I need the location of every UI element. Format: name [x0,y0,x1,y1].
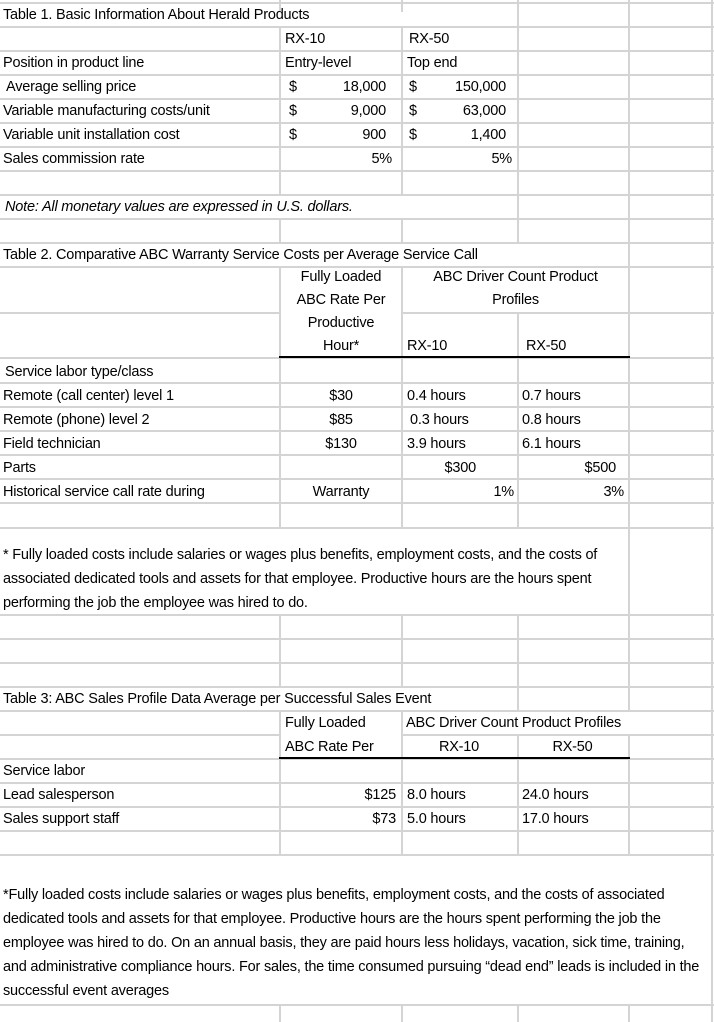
table2-cell-rx50: 3% [603,484,624,500]
table3-row-label: Lead salesperson [3,787,115,803]
gridline [0,662,714,664]
table3-rate-header-line1: Fully Loaded [285,715,366,731]
table2-driver-header-line1: ABC Driver Count Product [433,269,598,285]
gridline [628,266,630,614]
table1-cell-rx10: 18,000 [342,79,386,95]
gridline [401,0,403,12]
table1-cell-rx10: 900 [362,127,386,143]
table1-row-label: Average selling price [3,79,137,95]
gridline [628,0,630,266]
table1-row-label: Sales commission rate [3,151,145,167]
gridline [0,170,714,172]
table2-cell-rx10: 1% [493,484,514,500]
gridline [0,1004,714,1006]
table1-cell-rx50: 150,000 [454,79,506,95]
gridline [628,1004,630,1022]
table1-cell-rx10-currency: $ [289,103,297,119]
table3-col-rx50: RX-50 [552,739,593,755]
table2-row-label: Field technician [3,436,101,452]
gridline [401,1004,403,1022]
gridline [711,0,713,1022]
table2-row-label: Remote (call center) level 1 [3,388,174,404]
table3-cell-rx50: 24.0 hours [522,787,589,803]
gridline [628,734,630,854]
gridline [279,26,281,194]
gridline [0,734,279,736]
table3-cell-rx10: 5.0 hours [407,811,466,827]
table3-cell-rate: $73 [372,811,396,827]
table2-cell-rx50: 6.1 hours [522,436,581,452]
table2-cell-rate: $30 [329,388,353,404]
table1-cell-rx10: 9,000 [350,103,386,119]
gridline [401,312,714,314]
table1-cell-rx10-currency: $ [289,79,297,95]
gridline [279,710,281,854]
table1-row-label: Variable manufacturing costs/unit [3,103,210,119]
table2-cell-rx50: 0.8 hours [522,412,581,428]
table3-row-label: Sales support staff [3,811,120,827]
table2-cell-rx10: 3.9 hours [407,436,466,452]
table3-footnote: *Fully loaded costs include salaries or wages plus benefits, employment costs, and the costs of associated dedicated tools and assets for that employee. Productive hours are the hours spent performing the job the employee was hired to do. On an annual basis, they are paid hours less holidays, vacation, sick time, training, and administrative compliance hours. For sales, the time consumed pursuing “dead end” leads is included in the successful event averages [3,887,700,999]
gridline [0,312,279,314]
table1-cell-rx50-currency: $ [409,127,417,143]
gridline [0,26,714,28]
table1-cell-rx50-currency: $ [409,79,417,95]
table2-cell-rate: Warranty [312,484,370,500]
table1-cell-rx50: Top end [407,55,458,71]
table2-row-label: Historical service call rate during [3,484,205,500]
table3-cell-rate: $125 [364,787,396,803]
table2-footnote: * Fully loaded costs include salaries or wages plus benefits, employment costs, and the costs of associated dedicated tools and assets for that employee. Productive hours are the hours spent performing the job the employee was hired to do. [3,547,598,611]
table2-col-rx10: RX-10 [407,338,448,354]
gridline [0,218,714,220]
table3-cell-rx10: 8.0 hours [407,787,466,803]
gridline [628,614,630,710]
table1-title: Table 1. Basic Information About Herald Products [3,7,310,23]
table1-row-label: Position in product line [3,55,145,71]
table1-col-rx10: RX-10 [285,31,326,47]
table3-rate-header-line2: ABC Rate Per [285,739,374,755]
table2-rate-header-line3: Productive [307,315,375,331]
table1-cell-rx10: Entry-level [285,55,352,71]
table3-cell-rx50: 17.0 hours [522,811,589,827]
table1-cell-rx50: 1,400 [470,127,506,143]
gridline [401,26,403,194]
table2-driver-header-line2: Profiles [492,292,539,308]
table1-cell-rx50: 5% [491,151,512,167]
table3-driver-header: ABC Driver Count Product Profiles [406,715,622,731]
gridline [279,614,281,686]
gridline [0,830,714,832]
gridline [517,1004,519,1022]
table1-cell-rx10-currency: $ [289,127,297,143]
table2-col-rx50: RX-50 [526,338,567,354]
table1-cell-rx10: 5% [371,151,392,167]
table2-cell-rx50: $500 [584,460,616,476]
table2-rate-header-line1: Fully Loaded [300,269,382,285]
table3-title: Table 3: ABC Sales Profile Data Average per Successful Sales Event [3,691,432,707]
gridline [401,218,403,242]
gridline [517,0,519,218]
table3-col-rx10: RX-10 [438,739,480,755]
table2-rate-header-line2: ABC Rate Per [296,292,386,308]
table2-row-label: Remote (phone) level 2 [3,412,150,428]
table3-section-label: Service labor [3,763,86,779]
table2-cell-rate: $85 [329,412,353,428]
gridline [279,1004,281,1022]
table2-title: Table 2. Comparative ABC Warranty Service Costs per Average Service Call [3,247,478,263]
table2-section-label: Service labor type/class [5,364,154,380]
table2-cell-rx50: 0.7 hours [522,388,581,404]
gridline [279,218,281,242]
table2-cell-rx10: $300 [444,460,476,476]
table1-row-label: Variable unit installation cost [3,127,180,143]
table1-cell-rx50-currency: $ [409,103,417,119]
table2-row-label: Parts [3,460,36,476]
table1-note: Note: All monetary values are expressed in U.S. dollars. [5,199,353,215]
table2-cell-rate: $130 [325,436,357,452]
table2-cell-rx10: 0.4 hours [407,388,466,404]
gridline [401,614,403,686]
table1-cell-rx50: 63,000 [462,103,506,119]
gridline [517,614,519,710]
table2-cell-rx10: 0.3 hours [410,412,469,428]
gridline [0,638,714,640]
table2-rate-header-line4: Hour* [322,338,360,354]
table1-col-rx50: RX-50 [409,31,450,47]
